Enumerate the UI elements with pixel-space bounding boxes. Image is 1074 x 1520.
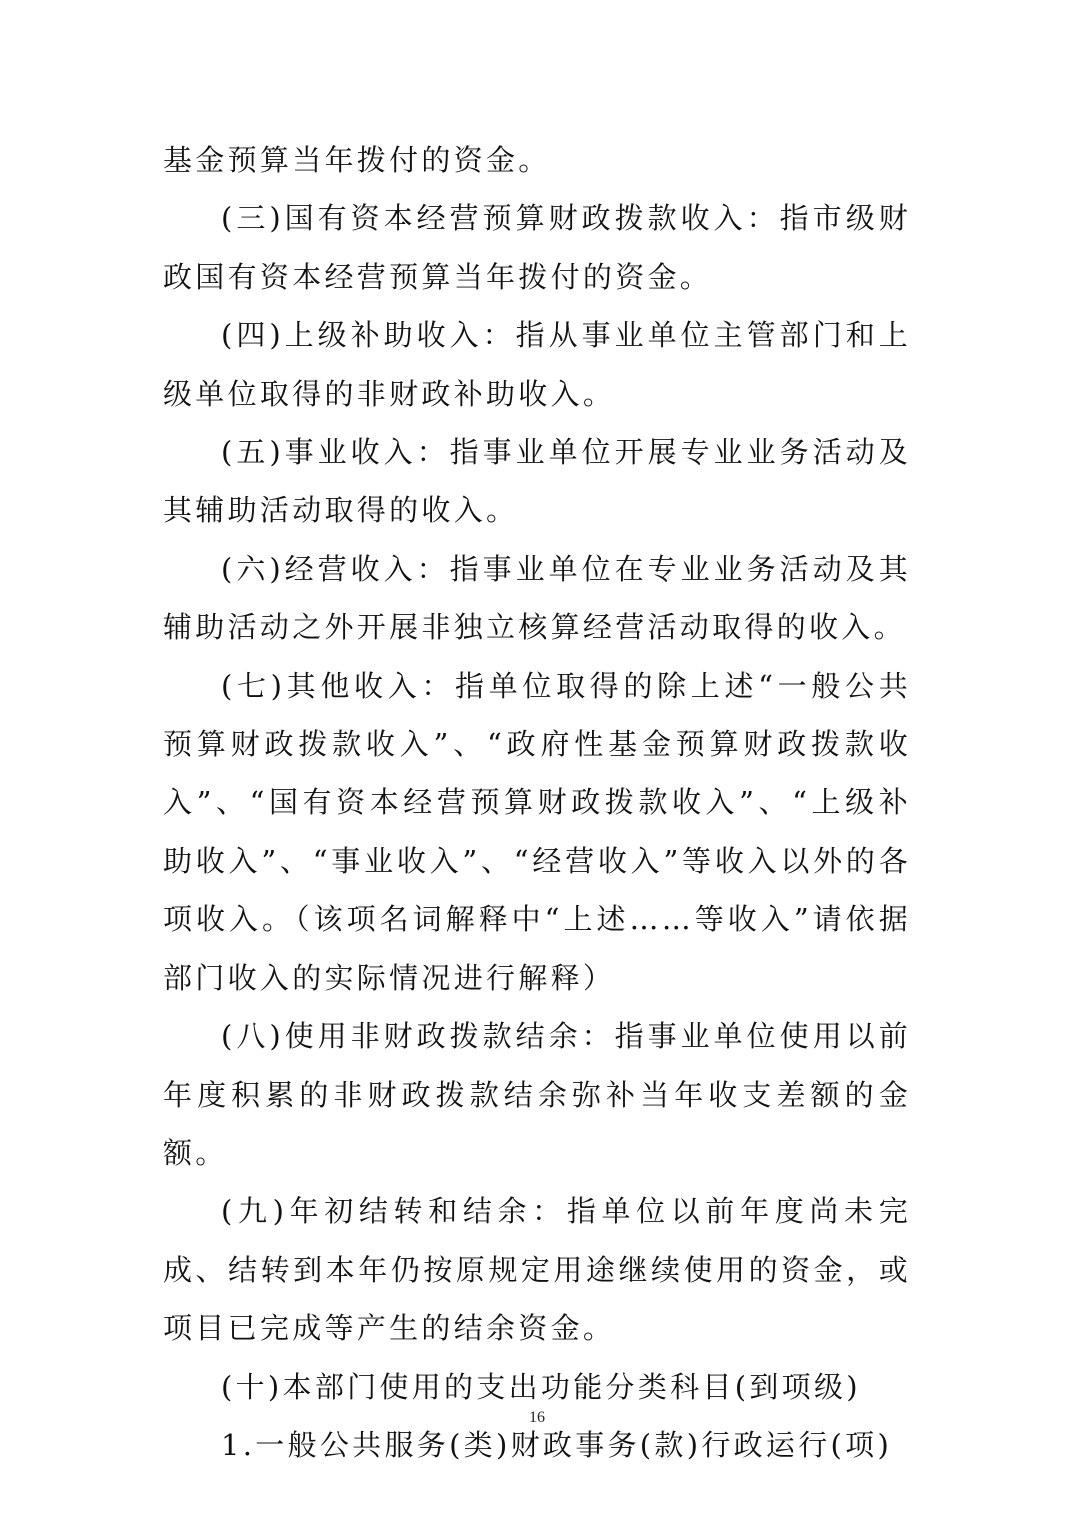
paragraph-item-8: (八)使用非财政拨款结余：指事业单位使用以前年度积累的非财政拨款结余弥补当年收支差额的金额。	[163, 1019, 911, 1170]
paragraph-item-10: (十)本部门使用的支出功能分类科目(到项级)	[221, 1369, 861, 1404]
paragraph-item-4: (四)上级补助收入：指从事业单位主管部门和上级单位取得的非财政补助收入。	[163, 318, 911, 411]
paragraph-item-5: (五)事业收入：指事业单位开展专业业务活动及其辅助活动取得的收入。	[163, 435, 911, 528]
paragraph-subitem-1: 1.一般公共服务(类)财政事务(款)行政运行(项)	[221, 1427, 893, 1462]
body-text	[163, 131, 911, 1474]
paragraph-item-9: (九)年初结转和结余：指单位以前年度尚未完成、结转到本年仍按原规定用途继续使用的资金，或项目已完成等产生的结余资金。	[163, 1194, 911, 1346]
paragraph-item-3: (三)国有资本经营预算财政拨款收入：指市级财政国有资本经营预算当年拨付的资金。	[163, 201, 911, 294]
page-number: 16	[529, 1409, 545, 1426]
paragraph-item-6: (六)经营收入：指事业单位在专业业务活动及其辅助活动之外开展非独立核算经营活动取得的收入。	[163, 551, 911, 645]
paragraph-item-7: (七)其他收入：指单位取得的除上述“一般公共预算财政拨款收入”、“政府性基金预算财政拨款收入”、“国有资本经营预算财政拨款收入”、“上级补助收入”、“事业收入”、“经营收入”等收入以外的各项收入。（该项名词解释中“上述……等收入”请依据部门收入的实际情况进行解释）	[163, 668, 911, 995]
paragraph-continuation: 基金预算当年拨付的资金。	[163, 143, 551, 177]
